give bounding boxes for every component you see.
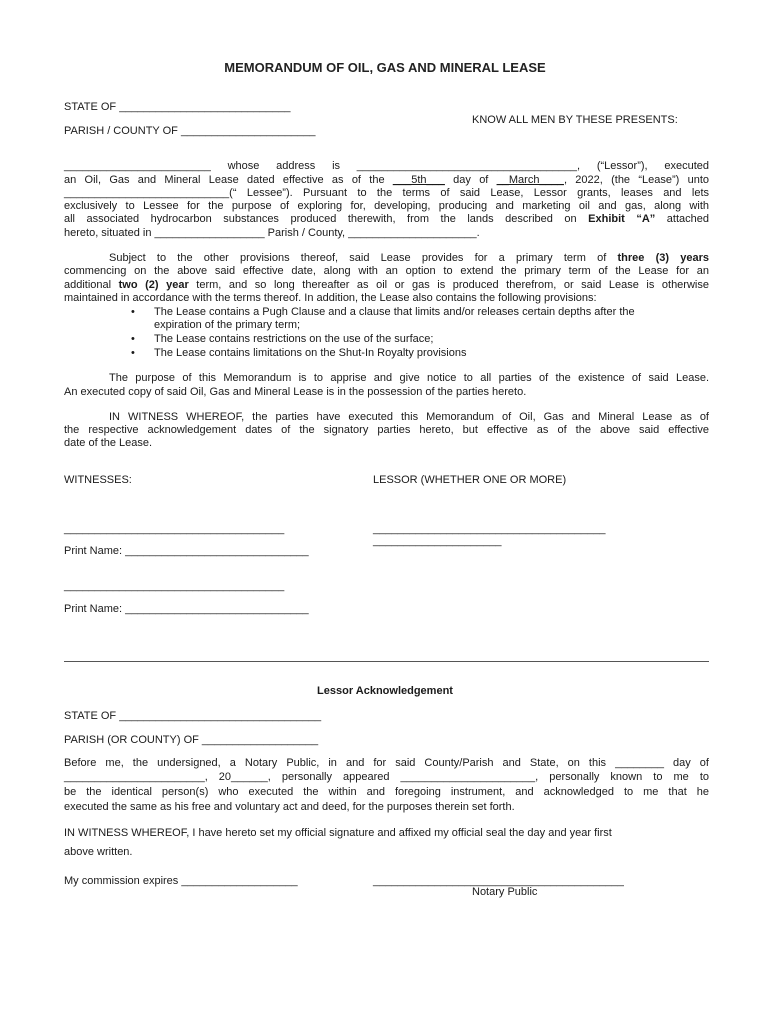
ack-parish-line: PARISH (OR COUNTY) OF ___________________ <box>64 734 319 746</box>
para2-line1: Subject to the other provisions thereof, said Lease provides for a primary term of three (3) years <box>109 252 709 264</box>
notary-signature-line: _________________________________________ <box>373 875 624 887</box>
para4-line3: date of the Lease. <box>64 437 153 449</box>
para1-line4: exclusively to Lessee for the purpose of exploring for, developing, producing and marketing oil and gas, along with <box>64 200 709 212</box>
know-all-men: KNOW ALL MEN BY THESE PRESENTS: <box>472 114 678 126</box>
acknowledgement-heading: Lessor Acknowledgement <box>317 685 453 697</box>
para2-line3: additional two (2) year term, and so long thereafter as oil or gas is produced therefrom, or said Lease is otherwise <box>64 279 709 291</box>
bullet-item: • The Lease contains limitations on the Shut-In Royalty provisions <box>131 347 467 359</box>
ack-line3: be the identical person(s) who executed the within and foregoing instrument, and acknowledged to me that he <box>64 786 709 798</box>
para1-line1: ________________________ whose address is ____________________________________, (“Lessor”), executed <box>64 160 709 172</box>
witness-signature-line: ____________________________________ <box>64 523 285 535</box>
parish-county-line: PARISH / COUNTY OF ______________________ <box>64 125 316 137</box>
lessor-signature-line: ______________________________________ <box>373 523 606 535</box>
ack-state-line: STATE OF _________________________________ <box>64 710 322 722</box>
ack-line4: executed the same as his free and voluntary act and deed, for the purposes therein set forth. <box>64 801 515 813</box>
para1-line3: ___________________________(“ Lessee”). Pursuant to the terms of said Lease, Lessor grants, leases and lets <box>64 187 709 199</box>
witness-print-name: Print Name: ______________________________ <box>64 603 309 615</box>
ack-line1: Before me, the undersigned, a Notary Public, in and for said County/Parish and State, on this ________ day of <box>64 757 709 769</box>
bullet-item: • The Lease contains a Pugh Clause and a clause that limits and/or releases certain depths after the <box>131 306 635 318</box>
ack-line2: _______________________, 20______, personally appeared ______________________, personally known to me to <box>64 771 709 783</box>
lessor-label: LESSOR (WHETHER ONE OR MORE) <box>373 474 567 486</box>
ack-witness-line2: above written. <box>64 846 133 858</box>
section-divider <box>64 661 709 662</box>
witness-signature-line: ____________________________________ <box>64 580 285 592</box>
para3-line1: The purpose of this Memorandum is to apprise and give notice to all parties of the existence of said Lease. <box>109 372 709 384</box>
state-line: STATE OF ____________________________ <box>64 101 291 113</box>
para1-line2: an Oil, Gas and Mineral Lease dated effective as of the ___5th___ day of __March____, 2022, (the “Lease”) unto <box>64 174 710 186</box>
lease-day: ___5th___ <box>392 174 445 186</box>
para2-line4: maintained in accordance with the terms thereof. In addition, the Lease also contains the following provisions: <box>64 292 597 304</box>
commission-expires: My commission expires ___________________ <box>64 875 298 887</box>
para4-line1: IN WITNESS WHEREOF, the parties have executed this Memorandum of Oil, Gas and Mineral Lease as of <box>109 411 709 423</box>
bullet-item-continued: expiration of the primary term; <box>154 319 301 331</box>
para4-line2: the respective acknowledgement dates of the signatory parties hereto, but effective as of the above said effective <box>64 424 709 436</box>
witnesses-label: WITNESSES: <box>64 474 132 486</box>
witness-print-name: Print Name: ______________________________ <box>64 545 309 557</box>
notary-public-label: Notary Public <box>472 886 538 898</box>
lease-month: __March____ <box>496 174 564 186</box>
document-title: MEMORANDUM OF OIL, GAS AND MINERAL LEASE <box>224 60 546 75</box>
lessor-signature-line-2: _____________________ <box>373 535 502 547</box>
ack-witness-line1: IN WITNESS WHEREOF, I have hereto set my official signature and affixed my official seal the day and year first <box>64 827 612 839</box>
para1-line5: all associated hydrocarbon substances produced therewith, from the lands described on Exhibit “A” attached <box>64 213 709 225</box>
para3-line2: An executed copy of said Oil, Gas and Mineral Lease is in the possession of the parties hereto. <box>64 386 527 398</box>
para1-line6: hereto, situated in __________________ Parish / County, _____________________. <box>64 227 480 239</box>
para2-line2: commencing on the above said effective date, along with an option to extend the primary term of the Lease for an <box>64 265 709 277</box>
bullet-item: • The Lease contains restrictions on the use of the surface; <box>131 333 434 345</box>
exhibit-a: Exhibit “A” <box>588 213 656 225</box>
